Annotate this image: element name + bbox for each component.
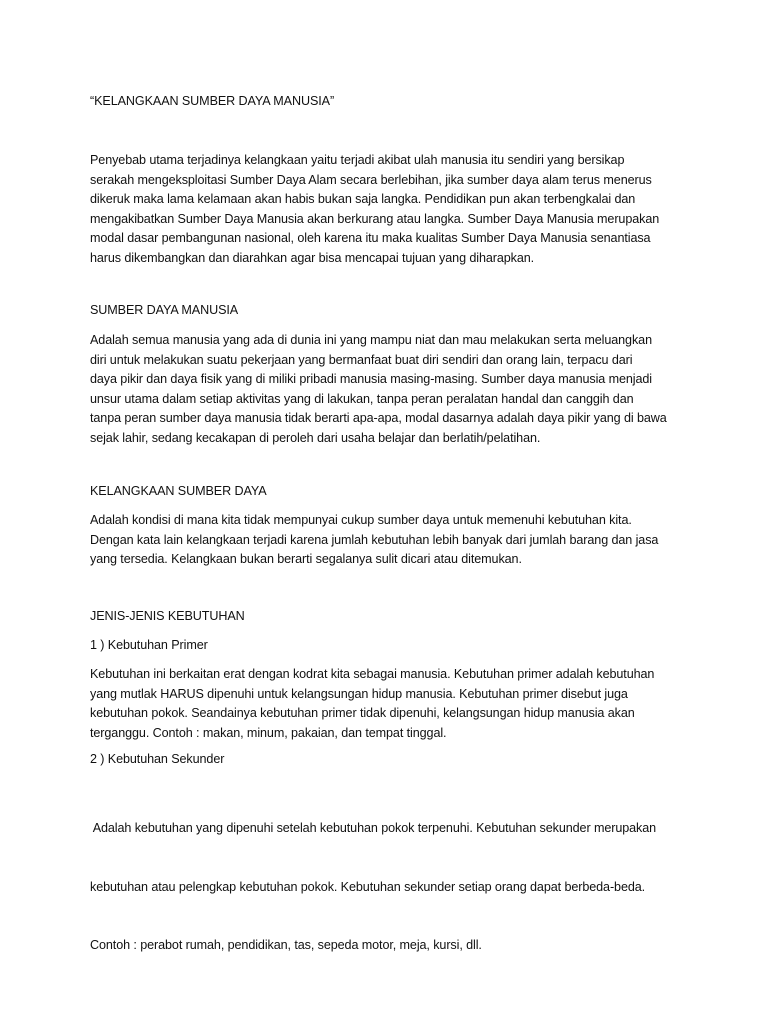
paragraph-line: yang mutlak HARUS dipenuhi untuk kelangsungan hidup manusia. Kebutuhan primer disebut juga — [90, 686, 628, 701]
paragraph-line: dikeruk maka lama kelamaan akan habis bukan saja langka. Pendidikan pun akan terbengkalai dan — [90, 192, 636, 206]
paragraph-line: harus dikembangkan dan diarahkan agar bisa mencapai tujuan yang diharapkan. — [90, 250, 535, 265]
heading-line: JENIS-JENIS KEBUTUHAN — [90, 609, 245, 623]
subheading-primer — [90, 636, 690, 656]
paragraph-line: Adalah semua manusia yang ada di dunia ini yang mampu niat dan mau melakukan serta meluangkan — [90, 333, 652, 347]
heading-line: SUMBER DAYA MANUSIA — [90, 303, 239, 317]
paragraph-line: kebutuhan atau pelengkap kebutuhan pokok. Kebutuhan sekunder setiap orang dapat berbeda-beda. — [90, 879, 646, 894]
paragraph-line: Dengan kata lain kelangkaan terjadi karena jumlah kebutuhan lebih banyak dari jumlah barang dan jasa — [90, 532, 659, 547]
heading-line: 1 ) Kebutuhan Primer — [90, 638, 208, 652]
sekunder-paragraph — [90, 780, 690, 995]
paragraph-line: daya pikir dan daya fisik yang di miliki pribadi manusia masing-masing. Sumber daya manusia menjadi — [90, 372, 652, 386]
paragraph-line: diri untuk melakukan suatu pekerjaan yang bermanfaat buat diri sendiri dan orang lain, terpacu dari — [90, 352, 633, 367]
paragraph-line: Adalah kebutuhan yang dipenuhi setelah kebutuhan pokok terpenuhi. Kebutuhan sekunder merupakan — [90, 821, 657, 835]
kelangkaan-paragraph — [90, 511, 690, 570]
section-heading-kelangkaan — [90, 482, 690, 502]
heading-line: KELANGKAAN SUMBER DAYA — [90, 484, 267, 498]
title-line: “KELANGKAAN SUMBER DAYA MANUSIA” — [90, 94, 335, 108]
paragraph-line: Penyebab utama terjadinya kelangkaan yaitu terjadi akibat ulah manusia itu sendiri yang bersikap — [90, 153, 625, 167]
section-heading-sdm — [90, 301, 690, 321]
sdm-paragraph — [90, 331, 690, 448]
paragraph-line: sejak lahir, sedang kecakapan di peroleh dari usaha belajar dan berlatih/pelatihan. — [90, 430, 541, 445]
paragraph-line: mengakibatkan Sumber Daya Manusia akan berkurang atau langka. Sumber Daya Manusia merupakan — [90, 211, 660, 226]
subheading-sekunder — [90, 750, 690, 770]
paragraph-line: Kebutuhan ini berkaitan erat dengan kodrat kita sebagai manusia. Kebutuhan primer adalah kebutuhan — [90, 667, 655, 681]
intro-paragraph — [90, 151, 690, 268]
document-title — [90, 92, 690, 112]
paragraph-line: Contoh : perabot rumah, pendidikan, tas, sepeda motor, meja, kursi, dll. — [90, 938, 482, 952]
heading-line: 2 ) Kebutuhan Sekunder — [90, 752, 225, 766]
paragraph-line: modal dasar pembangunan nasional, oleh karena itu maka kualitas Sumber Daya Manusia senantiasa — [90, 231, 651, 245]
paragraph-line: terganggu. Contoh : makan, minum, pakaian, dan tempat tinggal. — [90, 725, 447, 740]
paragraph-line: kebutuhan pokok. Seandainya kebutuhan primer tidak dipenuhi, kelangsungan hidup manusia akan — [90, 706, 635, 720]
paragraph-line: serakah mengeksploitasi Sumber Daya Alam secara berlebihan, jika sumber daya alam terus menerus — [90, 172, 652, 187]
paragraph-line: Adalah kondisi di mana kita tidak mempunyai cukup sumber daya untuk memenuhi kebutuhan kita. — [90, 513, 632, 527]
paragraph-line: tanpa peran sumber daya manusia tidak berarti apa-apa, modal dasarnya adalah daya pikir yang di bawa — [90, 411, 667, 425]
primer-paragraph — [90, 665, 690, 743]
section-heading-jenis — [90, 607, 690, 627]
paragraph-line: yang tersedia. Kelangkaan bukan berarti segalanya sulit dicari atau ditemukan. — [90, 552, 522, 566]
paragraph-line: unsur utama dalam setiap aktivitas yang di lakukan, tanpa peran peralatan handal dan canggih dan — [90, 391, 634, 406]
